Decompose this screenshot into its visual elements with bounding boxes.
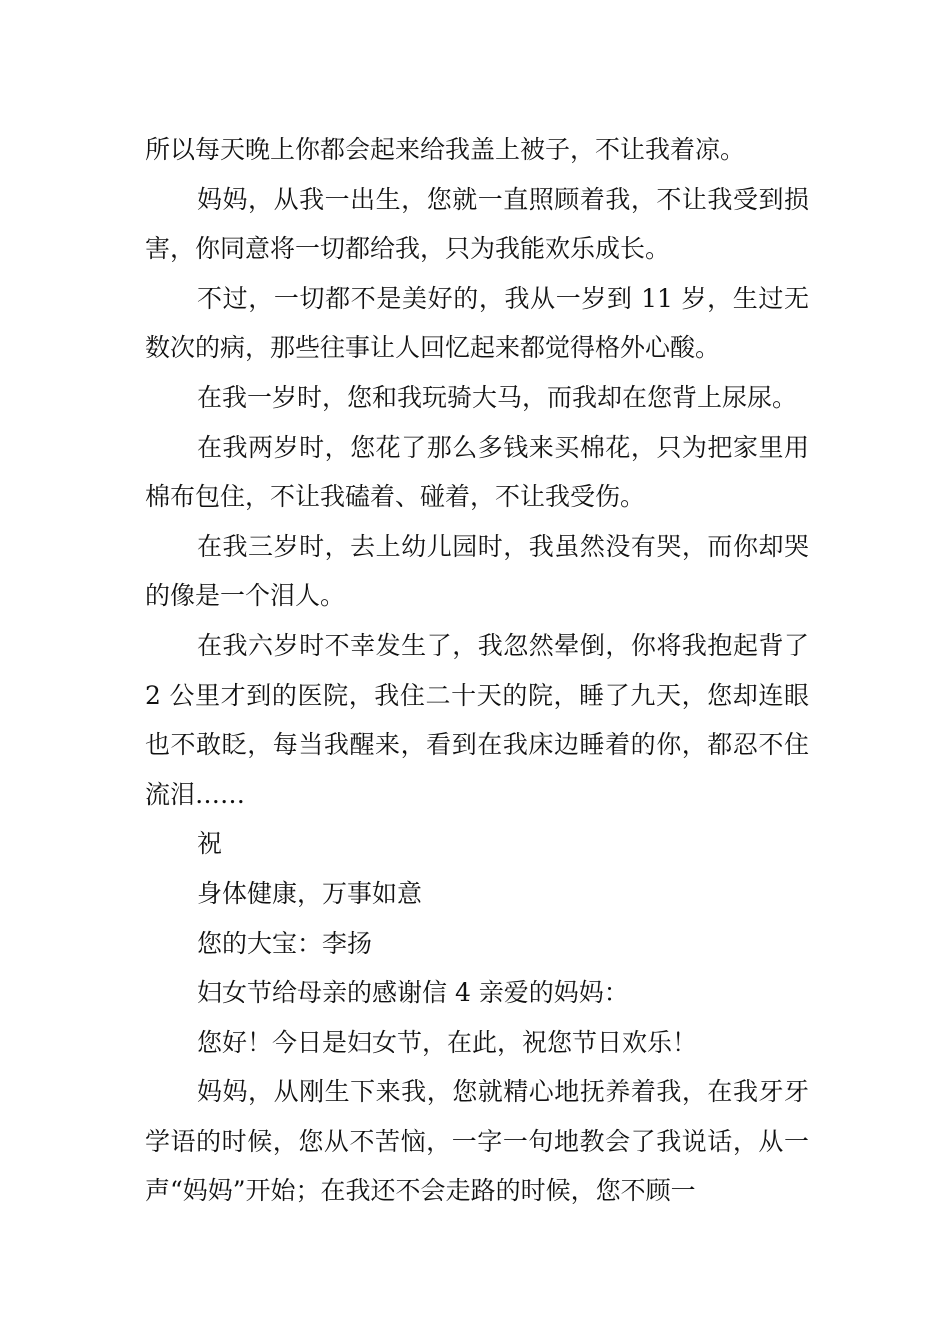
paragraph-2: 妈妈，从我一出生，您就一直照顾着我，不让我受到损害，你同意将一切都给我，只为我能欢乐成长。 [145,184,809,264]
paragraph-4: 在我一岁时，您和我玩骑大马，而我却在您背上尿尿。 [197,382,798,412]
letter-body [145,125,809,1216]
letter-4-paragraph: 妈妈，从刚生下来我，您就精心地抚养着我，在我牙牙学语的时候，您从不苦恼，一字一句地教会了我说话，从一声“妈妈”开始；在我还不会走路的时候，您不顾一 [145,1077,809,1206]
letter-4-heading: 妇女节给母亲的感谢信 4 亲爱的妈妈： [197,978,629,1008]
paragraph-7: 在我六岁时不幸发生了，我忽然晕倒，你将我抱起背了 2 公里才到的医院，我住二十天的院，睡了九天，您却连眼也不敢眨，每当我醒来，看到在我床边睡着的你，都忍不住流泪…… [145,630,809,809]
paragraph-5: 在我两岁时，您花了那么多钱来买棉花，只为把家里用棉布包住，不让我磕着、碰着，不让我受伤。 [145,432,809,512]
signature: 您的大宝：李扬 [197,928,373,958]
closing-wish: 身体健康，万事如意 [197,878,423,908]
closing-wish-label: 祝 [197,829,223,859]
letter-4-greeting: 您好！今日是妇女节，在此，祝您节日欢乐！ [197,1027,698,1057]
paragraph-1: 所以每天晚上你都会起来给我盖上被子，不让我着凉。 [145,135,746,164]
paragraph-3: 不过，一切都不是美好的，我从一岁到 11 岁，生过无数次的病，那些往事让人回忆起来都觉得格外心酸。 [145,283,809,363]
paragraph-6: 在我三岁时，去上幼儿园时，我虽然没有哭，而你却哭的像是一个泪人。 [145,531,809,611]
